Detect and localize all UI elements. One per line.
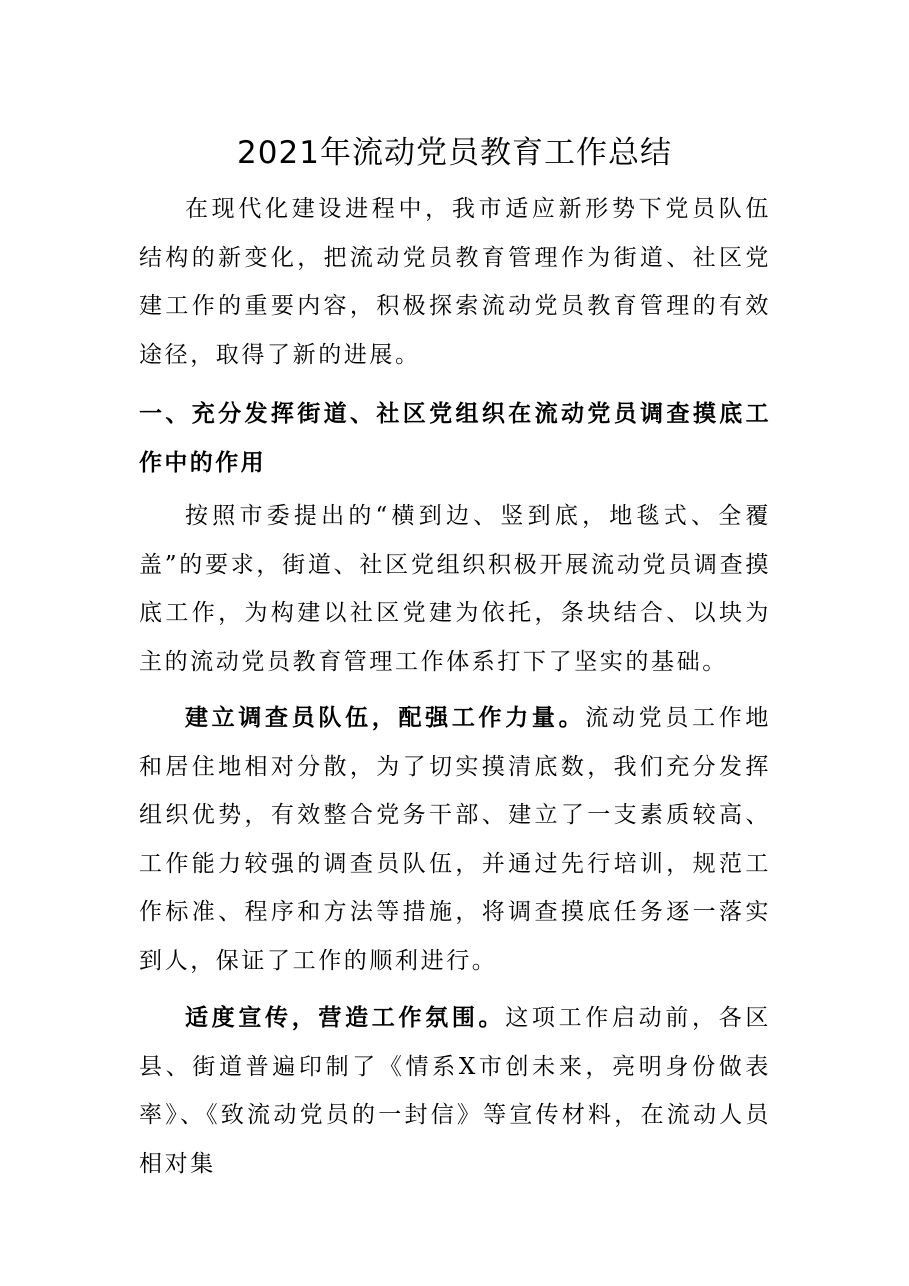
item-text-investigators: 流动党员工作地和居住地相对分散，为了切实摸清底数，我们充分发挥组织优势，有效整合党务干部、建立了一支素质较高、工作能力较强的调查员队伍，并通过先行培训，规范工作标准、程序和方法等措施，将调查摸底任务逐一落实到人，保证了工作的顺利进行。 xyxy=(139,705,772,974)
item-paragraph-investigators xyxy=(139,694,771,985)
item-lead-publicity: 适度宣传，营造工作氛围。 xyxy=(185,1005,506,1031)
item-paragraph-publicity xyxy=(139,994,771,1188)
section-heading: 一、充分发挥街道、社区党组织在流动党员调查摸底工作中的作用 xyxy=(139,401,771,476)
section-paragraph: 按照市委提出的“横到边、竖到底，地毯式、全覆盖”的要求，街道、社区党组织积极开展流动党员调查摸底工作，为构建以社区党建为依托，条块结合、以块为主的流动党员教育管理工作体系打下了坚实的基础。 xyxy=(139,503,771,675)
item-text-publicity: 这项工作启动前，各区县、街道普遍印制了《情系X市创未来，亮明身份做表率》、《致流动党员的一封信》等宣传材料，在流动人员相对集 xyxy=(139,1005,772,1177)
item-lead-investigators: 建立调查员队伍，配强工作力量。 xyxy=(185,705,586,731)
intro-paragraph: 在现代化建设进程中，我市适应新形势下党员队伍结构的新变化，把流动党员教育管理作为街道、社区党建工作的重要内容，积极探索流动党员教育管理的有效途径，取得了新的进展。 xyxy=(139,196,771,368)
document-title: 2021年流动党员教育工作总结 xyxy=(237,135,672,171)
